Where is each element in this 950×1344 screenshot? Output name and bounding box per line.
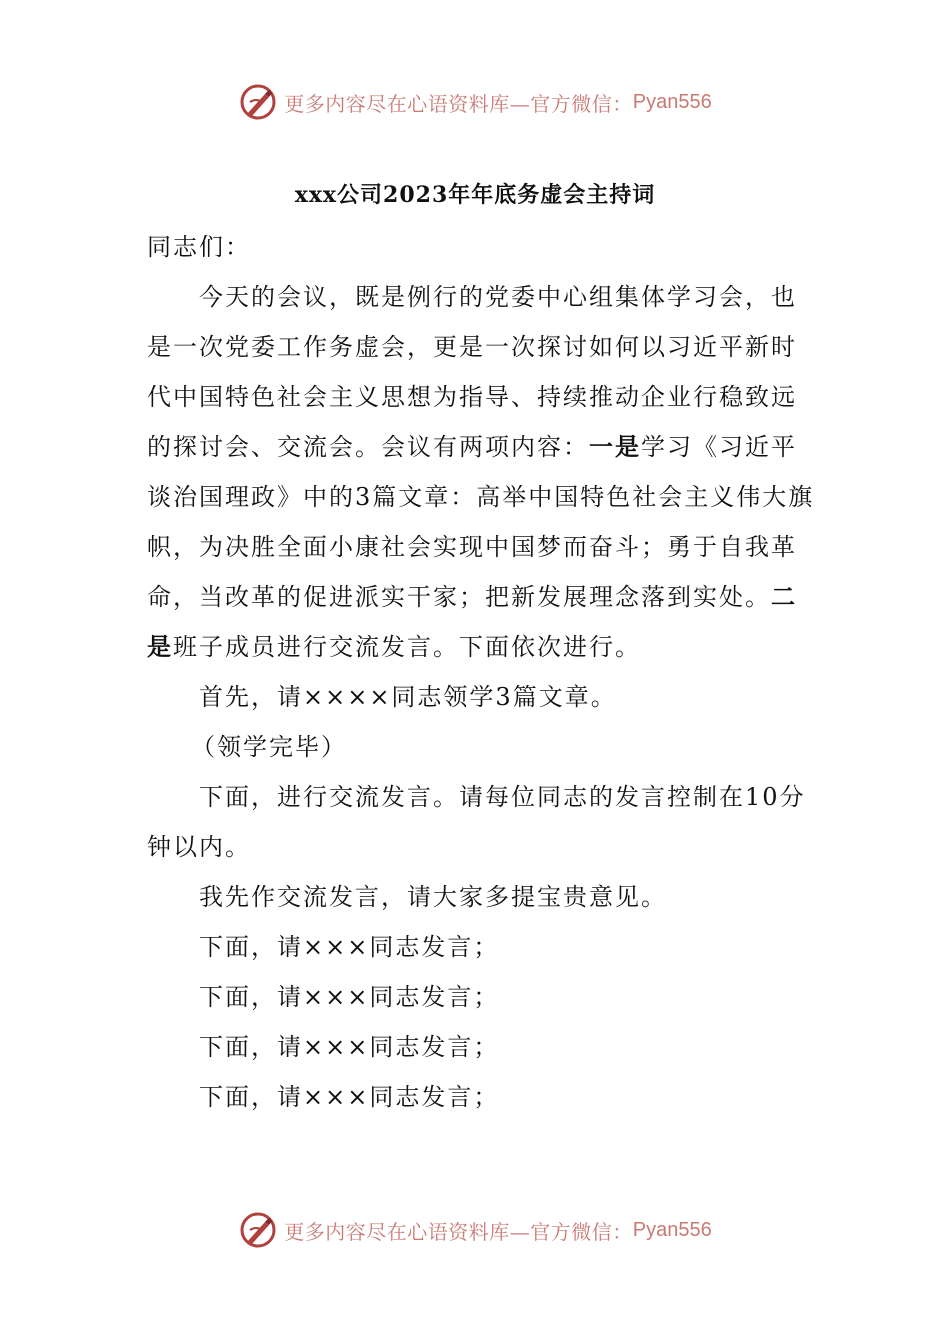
paragraph-line xyxy=(147,572,807,622)
text-run: 的探讨会、交流会。会议有两项内容： xyxy=(147,433,589,461)
paragraph-lead-study: 首先，请××××同志领学3篇文章。 xyxy=(199,683,617,711)
bold-marker: 二 xyxy=(771,582,797,611)
paragraph-intro xyxy=(147,272,815,672)
text-run: 学习《习近平 xyxy=(641,433,797,461)
paragraph-line: 帜，为决胜全面小康社会实现中国梦而奋斗；勇于自我革 xyxy=(147,533,797,561)
speaker-line: 下面，请×××同志发言； xyxy=(199,1033,500,1061)
speaker-list xyxy=(147,922,807,1122)
pen-logo-icon xyxy=(238,1210,278,1250)
text-run: 命，当改革的促进派实干家；把新发展理念落到实处。 xyxy=(147,583,771,611)
speaker-line: 下面，请×××同志发言； xyxy=(199,983,500,1011)
paragraph-line: 下面，进行交流发言。请每位同志的发言控制在10分 xyxy=(199,783,806,811)
watermark-text: 更多内容尽在心语资料库—官方微信： xyxy=(284,91,633,116)
paragraph-line xyxy=(147,622,807,672)
greeting: 同志们： xyxy=(147,233,251,261)
footer-watermark xyxy=(0,1208,950,1252)
paragraph-line: 钟以内。 xyxy=(147,833,251,861)
paragraph-study-complete: （领学完毕） xyxy=(191,733,347,761)
paragraph-line: 今天的会议，既是例行的党委中心组集体学习会，也 xyxy=(199,283,797,311)
paragraph-exchange xyxy=(147,772,807,872)
text-run: 班子成员进行交流发言。下面依次进行。 xyxy=(173,633,641,661)
paragraph-host-speech: 我先作交流发言，请大家多提宝贵意见。 xyxy=(199,883,667,911)
speaker-line: 下面，请×××同志发言； xyxy=(199,1083,500,1111)
document-title: xxx公司2023年年底务虚会主持词 xyxy=(294,182,656,208)
paragraph-line: 谈治国理政》中的3篇文章：高举中国特色社会主义伟大旗 xyxy=(147,483,815,511)
watermark-text: 更多内容尽在心语资料库—官方微信： xyxy=(284,1219,633,1244)
bold-marker: 一是 xyxy=(589,432,641,461)
bold-marker: 是 xyxy=(147,632,173,661)
paragraph-line xyxy=(147,422,807,472)
document-body xyxy=(147,222,815,1122)
speaker-line: 下面，请×××同志发言； xyxy=(199,933,500,961)
paragraph-line: 代中国特色社会主义思想为指导、持续推动企业行稳致远 xyxy=(147,383,797,411)
watermark-wechat-id: Pyan556 xyxy=(632,1218,712,1241)
paragraph-line: 是一次党委工作务虚会，更是一次探讨如何以习近平新时 xyxy=(147,333,797,361)
header-watermark xyxy=(0,80,950,124)
pen-logo-icon xyxy=(238,82,278,122)
watermark-wechat-id: Pyan556 xyxy=(632,90,712,113)
